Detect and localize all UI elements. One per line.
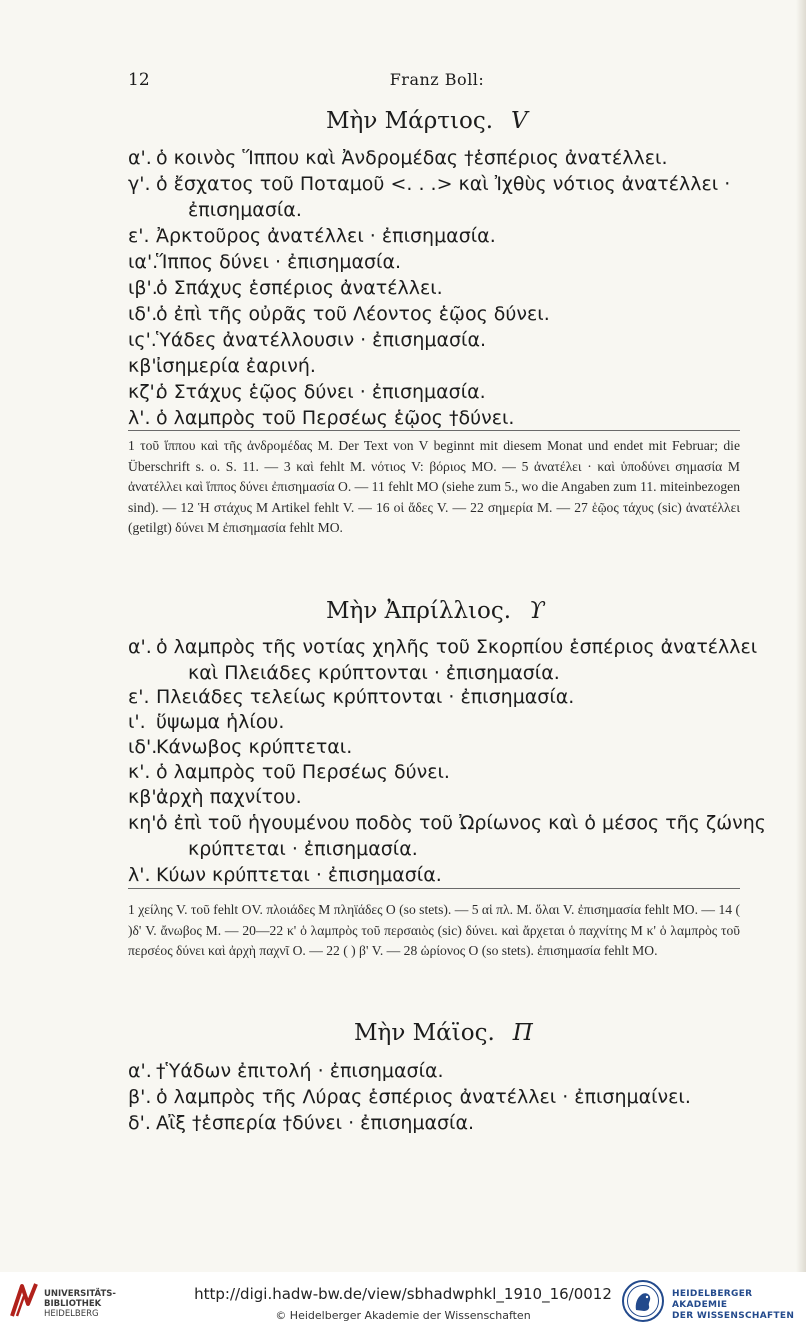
entry-text-continuation: κρύπτεται · ἐπισημασία. (188, 838, 418, 860)
footnote-april: 1 χείλης V. τοῦ fehlt OV. πλοιάδες M πληϊάδες O (so stets). — 5 αἱ πλ. M. ὅλαι V. ἐπισημασία fehlt MO. — 14 ( )δ' V. ἄνωβος M. — 20—22 κ' ὁ λαμπρὸς τοῦ περσαιὸς (sic) δύνει. καὶ ἄρχεται ὁ παχνίτης M κ' ὁ λαμπρὸς τοῦ περσέος δύνει καὶ ἀρχὴ παχνῖ O. — 22 ( ) β' V. — 28 ὡρίονος O (so stets). ἐπισημασία fehlt MO. (128, 902, 740, 958)
day-number: κβ'. (128, 355, 163, 377)
entry-text: Ἀρκτοῦρος ἀνατέλλει · ἐπισημασία. (156, 225, 496, 247)
day-number: γ'. (128, 173, 151, 195)
entry-text: Κύων κρύπτεται · ἐπισημασία. (156, 864, 442, 886)
day-number: α'. (128, 147, 152, 169)
manuscript-siglum: V (511, 108, 528, 134)
entry-text: †Ὑάδων ἐπιτολή · ἐπισημασία. (156, 1060, 444, 1082)
day-number: ε'. (128, 225, 150, 247)
month-title-text: Μὴν Μάϊος. (354, 1020, 495, 1046)
entry-text: Αἲξ †ἑσπερία †δύνει · ἐπισημασία. (156, 1112, 475, 1134)
day-number: κβ'. (128, 786, 163, 808)
day-number: κ'. (128, 761, 151, 783)
entry-text: ὁ κοινὸς Ἵππου καὶ Ἀνδρομέδας †ἑσπέριος ἀνατέλλει. (156, 147, 668, 169)
day-number: α'. (128, 636, 152, 658)
day-number: α'. (128, 1060, 152, 1082)
entry-text: ὁ ἔσχατος τοῦ Ποταμοῦ <. . .> καὶ Ἰχθὺς νότιος ἀνατέλλει · (156, 173, 731, 195)
permalink-url[interactable]: http://digi.hadw-bw.de/view/sbhadwphkl_1910_16/0012 (194, 1285, 612, 1303)
month-title-may (354, 1020, 533, 1046)
month-title-march (326, 108, 528, 134)
month-title-text: Μὴν Ἀπρίλλιος. (326, 598, 512, 624)
entry-text: ἰσημερία ἐαρινή. (156, 355, 316, 377)
library-name-line: UNIVERSITÄTS- (44, 1289, 116, 1299)
viewer-footer (0, 1272, 806, 1330)
entry-text: Πλειάδες τελείως κρύπτονται · ἐπισημασία. (156, 686, 575, 708)
academy-name-line: HEIDELBERGER AKADEMIE (672, 1289, 753, 1310)
day-number: ιδ'. (128, 736, 158, 758)
manuscript-siglum: Π (512, 1020, 533, 1046)
entry-text: ὁ ἐπὶ τῆς οὐρᾶς τοῦ Λέοντος ἑῷος δύνει. (156, 303, 550, 325)
footnote-rule (128, 888, 740, 889)
entry-text-continuation: ἐπισημασία. (188, 199, 302, 221)
academy-name-line: DER WISSENSCHAFTEN (672, 1311, 795, 1321)
day-number: ις'. (128, 329, 157, 351)
entry-text: ὁ Σπάχυς ἑσπέριος ἀνατέλλει. (156, 277, 443, 299)
academy-name (672, 1289, 806, 1322)
day-number: ιβ'. (128, 277, 158, 299)
month-title-april (326, 598, 545, 624)
day-number: β'. (128, 1086, 152, 1108)
manuscript-siglum: ϒ (529, 598, 545, 624)
entry-text: ὁ λαμπρὸς τοῦ Περσέως δύνει. (156, 761, 450, 783)
day-number: ι'. (128, 711, 146, 733)
day-number: λ'. (128, 407, 151, 429)
entry-text: ὁ λαμπρὸς τῆς νοτίας χηλῆς τοῦ Σκορπίου ἑσπέριος ἀνατέλλει (156, 636, 758, 658)
day-number: κζ'. (128, 381, 161, 403)
entry-text: ἀρχὴ παχνίτου. (156, 786, 302, 808)
entry-text: Ὑάδες ἀνατέλλουσιν · ἐπισημασία. (156, 329, 487, 351)
running-head (128, 70, 746, 90)
footnote-march: 1 τοῦ ἵππου καὶ τῆς ἀνδρομέδας M. Der Text von V beginnt mit diesem Monat und endet mit Februar; die Überschrift s. o. S. 11. — 3 καὶ fehlt M. νότιος V: βόριος MO. — 5 ἀνατέλει · καὶ ὑποδύνει σημασία M ἀνατέλλει καὶ ἵππος δύνει ἐπισημασία O. — 11 fehlt MO (siehe zum 5., wo die Angaben zum 11. miteinbezogen sind). — 12 Ἡ στάχυς M Artikel fehlt V. — 16 οἱ ἄδες V. — 22 σημερία M. — 27 ἑῷος τάχυς (sic) ἀνατέλλει (getilgt) δύνει M ἐπισημασία fehlt MO. (128, 438, 740, 535)
entry-text: ὁ λαμπρὸς τοῦ Περσέως ἑῷος †δύνει. (156, 407, 515, 429)
academy-seal-icon (622, 1280, 664, 1322)
library-name-line: HEIDELBERG (44, 1309, 99, 1319)
day-number: ε'. (128, 686, 150, 708)
entry-text: ὁ λαμπρὸς τῆς Λύρας ἑσπέριος ἀνατέλλει · ἐπισημαίνει. (156, 1086, 691, 1108)
entry-text: ὁ ἐπὶ τοῦ ἡγουμένου ποδὸς τοῦ Ὠρίωνος καὶ ὁ μέσος τῆς ζώνης (156, 812, 766, 834)
footnote-rule (128, 430, 740, 431)
day-number: ια'. (128, 251, 159, 273)
entry-text-continuation: καὶ Πλειάδες κρύπτονται · ἐπισημασία. (188, 662, 560, 684)
entry-text: ὕψωμα ἡλίου. (156, 711, 285, 733)
month-title-text: Μὴν Μάρτιος. (326, 108, 494, 134)
library-name-line: BIBLIOTHEK (44, 1299, 102, 1309)
day-number: δ'. (128, 1112, 151, 1134)
entry-text: Ἵππος δύνει · ἐπισημασία. (156, 251, 402, 273)
page-number: 12 (128, 70, 150, 90)
entry-text: Κάνωβος κρύπτεται. (156, 736, 353, 758)
day-number: ιδ'. (128, 303, 158, 325)
running-head-author: Franz Boll: (389, 70, 485, 89)
day-number: λ'. (128, 864, 151, 886)
entry-text: ὁ Στάχυς ἑῷος δύνει · ἐπισημασία. (156, 381, 486, 403)
day-number: κη'. (128, 812, 163, 834)
copyright-notice: © Heidelberger Akademie der Wissenschaften (275, 1309, 531, 1322)
